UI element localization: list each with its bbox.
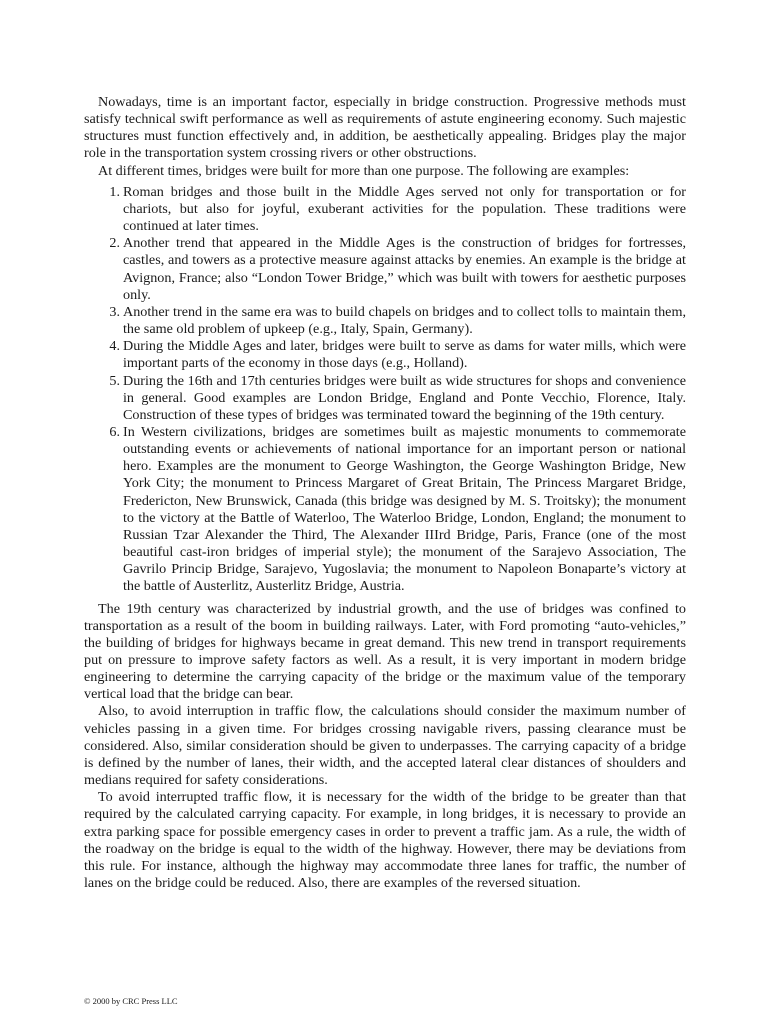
list-item-number: 4.	[109, 338, 120, 355]
list-item	[109, 183, 686, 235]
list-item	[109, 338, 686, 372]
list-item	[109, 372, 686, 424]
list-item	[109, 303, 686, 338]
list-item-number: 5.	[109, 372, 120, 389]
list-item-number: 6.	[109, 423, 120, 440]
list-item	[109, 235, 686, 304]
body-paragraph: To avoid interrupted traffic flow, it is necessary for the width of the bridge to be greater than that required by the calculated carrying capacity. For example, in long bridges, it is necessary to provide an extra parking space for possible emergency cases in order to prevent a traffic jam. As a rule, the width of the roadway on the bridge is equal to the width of the highway. However, there may be deviations from this rule. For instance, although the highway may accommodate three lanes for traffic, the number of lanes on the bridge could be reduced. Also, there are examples of the reversed situation.	[84, 789, 686, 892]
list-item-text: During the Middle Ages and later, bridges were built to serve as dams for water mills, which were important parts of the economy in those days (e.g., Holland).	[123, 338, 686, 372]
list-item	[109, 423, 686, 596]
list-item-number: 3.	[109, 303, 120, 320]
intro-paragraph: Nowadays, time is an important factor, especially in bridge construction. Progressive methods must satisfy technical swift performance as well as requirements of astute engineering economy. Such majestic structures must function effectively and, in addition, be aesthetically appealing. Bridges play the major role in the transportation system crossing rivers or other obstructions.	[84, 94, 686, 162]
intro-paragraph: At different times, bridges were built for more than one purpose. The following are examples:	[98, 162, 630, 179]
list-item-text: Roman bridges and those built in the Middle Ages served not only for transportation or for chariots, but also for joyful, exuberant activities for the population. These traditions were continued at later times.	[123, 183, 686, 235]
list-item-text: Another trend that appeared in the Middle Ages is the construction of bridges for fortresses, castles, and towers as a protective measure against attacks by enemies. An example is the bridge at Avignon, France; also “London Tower Bridge,” which was built with towers for aesthetic purposes only.	[123, 235, 686, 303]
body-paragraph: Also, to avoid interruption in traffic flow, the calculations should consider the maximum number of vehicles passing in a given time. For bridges crossing navigable rivers, passing clearance must be considered. Also, similar consideration should be given to underpasses. The carrying capacity of a bridge is defined by the number of lanes, their width, and the accepted lateral clear distances of shoulders and medians required for safety considerations.	[84, 703, 686, 789]
document-page	[84, 94, 686, 892]
body-paragraph: The 19th century was characterized by industrial growth, and the use of bridges was confined to transportation as a result of the boom in building railways. Later, with Ford promoting “auto-vehicles,” the building of bridges for highways became in great demand. This new trend in transport requirements put on pressure to improve safety factors as well. As a result, it is very important in modern bridge engineering to determine the carrying capacity of the bridge or the maximum value of the temporary vertical load that the bridge can bear.	[84, 600, 686, 703]
copyright-footer: © 2000 by CRC Press LLC	[84, 996, 178, 1006]
list-item-text: Another trend in the same era was to build chapels on bridges and to collect tolls to maintain them, the same old problem of upkeep (e.g., Italy, Spain, Germany).	[123, 303, 686, 338]
list-item-text: In Western civilizations, bridges are sometimes built as majestic monuments to commemorate outstanding events or achievements of national importance for an important person or national hero. Examples are the monument to George Washington, the George Washington Bridge, New York City; the monument to Princess Margaret of Great Britain, The Princess Margaret Bridge, Fredericton, New Brunswick, Canada (this bridge was designed by M. S. Troitsky); the monument to the victory at the Battle of Waterloo, The Waterloo Bridge, London, England; the monument to Russian Tzar Alexander the Third, The Alexander IIIrd Bridge, Paris, France (one of the most beautiful cast-iron bridges of imperial style); the monument of the Sarajevo Association, The Gavrilo Princip Bridge, Sarajevo, Yugoslavia; the monument to Napoleon Bonaparte’s victory at the battle of Austerlitz, Austerlitz Bridge, Austria.	[123, 423, 686, 595]
list-item-number: 1.	[109, 183, 120, 200]
list-item-text: During the 16th and 17th centuries bridges were built as wide structures for shops and convenience in general. Good examples are London Bridge, England and Ponte Vecchio, Florence, Italy. Construction of these types of bridges was terminated toward the beginning of the 19th century.	[123, 372, 686, 423]
examples-list	[84, 184, 686, 596]
list-item-number: 2.	[109, 235, 120, 252]
